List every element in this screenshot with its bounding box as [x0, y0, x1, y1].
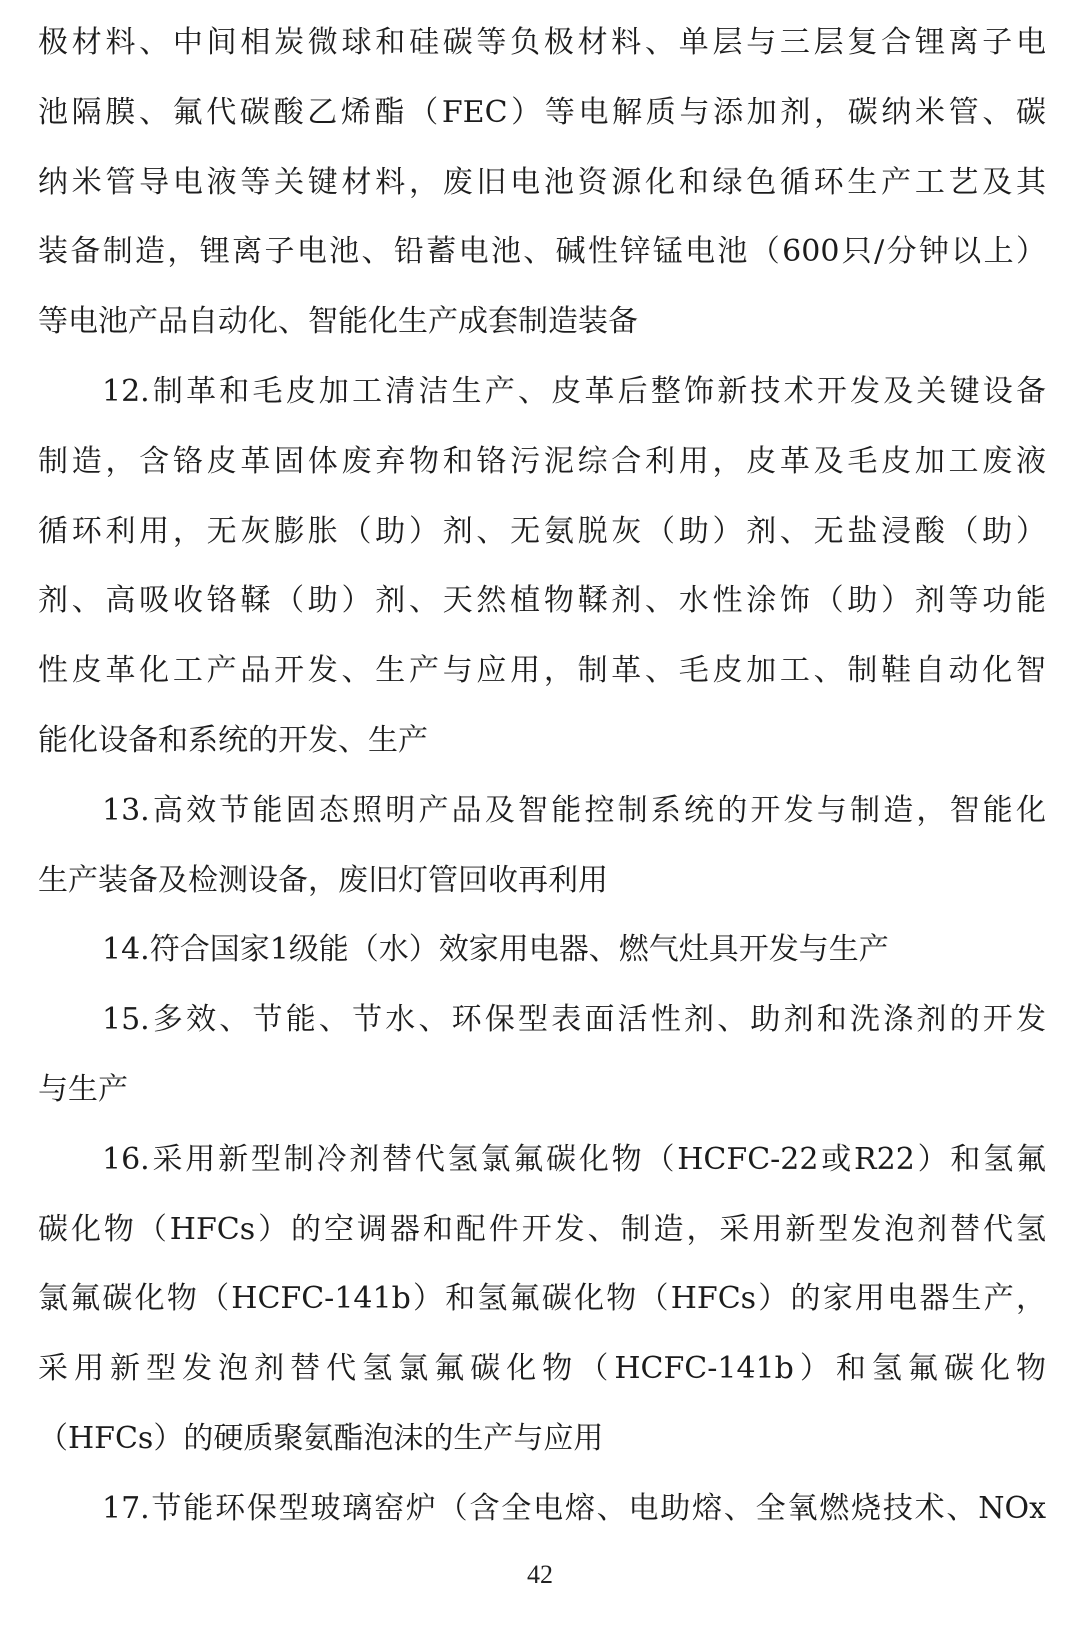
item-17-first-line: 17.节能环保型玻璃窑炉（含全电熔、电助熔、全氧燃烧技术、NOx	[102, 1490, 1046, 1526]
text-line: 与生产	[38, 1071, 128, 1107]
item-14-line: 14.符合国家1级能（水）效家用电器、燃气灶具开发与生产	[102, 932, 889, 968]
item-16-first-line: 16.采用新型制冷剂替代氢氯氟碳化物（HCFC-22或R22）和氢氟	[102, 1141, 1046, 1177]
text-line: 氯氟碳化物（HCFC-141b）和氢氟碳化物（HFCs）的家用电器生产，	[38, 1281, 1046, 1317]
text-line: 生产装备及检测设备，废旧灯管回收再利用	[38, 862, 608, 898]
text-line: 池隔膜、氟代碳酸乙烯酯（FEC）等电解质与添加剂，碳纳米管、碳	[38, 94, 1046, 130]
text-line: 碳化物（HFCs）的空调器和配件开发、制造，采用新型发泡剂替代氢	[38, 1211, 1046, 1247]
document-body	[38, 8, 1046, 1544]
text-line: 装备制造，锂离子电池、铅蓄电池、碱性锌锰电池（600只/分钟以上）	[38, 234, 1046, 270]
text-line: 能化设备和系统的开发、生产	[38, 722, 428, 758]
text-line: 剂、高吸收铬鞣（助）剂、天然植物鞣剂、水性涂饰（助）剂等功能	[38, 583, 1046, 619]
text-line: 纳米管导电液等关键材料，废旧电池资源化和绿色循环生产工艺及其	[38, 164, 1046, 200]
item-13-first-line: 13.高效节能固态照明产品及智能控制系统的开发与制造，智能化	[102, 792, 1046, 828]
page-number: 42	[527, 1560, 553, 1589]
text-line: （HFCs）的硬质聚氨酯泡沫的生产与应用	[38, 1420, 604, 1456]
text-line: 制造，含铬皮革固体废弃物和铬污泥综合利用，皮革及毛皮加工废液	[38, 443, 1046, 479]
text-line: 等电池产品自动化、智能化生产成套制造装备	[38, 304, 638, 340]
item-12-first-line: 12.制革和毛皮加工清洁生产、皮革后整饰新技术开发及关键设备	[102, 373, 1046, 409]
text-line: 性皮革化工产品开发、生产与应用，制革、毛皮加工、制鞋自动化智	[38, 653, 1046, 689]
text-line: 循环利用，无灰膨胀（助）剂、无氨脱灰（助）剂、无盐浸酸（助）	[38, 513, 1046, 549]
text-line: 极材料、中间相炭微球和硅碳等负极材料、单层与三层复合锂离子电	[38, 25, 1046, 60]
item-15-first-line: 15.多效、节能、节水、环保型表面活性剂、助剂和洗涤剂的开发	[102, 1002, 1046, 1038]
text-line: 采用新型发泡剂替代氢氯氟碳化物（HCFC-141b）和氢氟碳化物	[38, 1351, 1046, 1387]
